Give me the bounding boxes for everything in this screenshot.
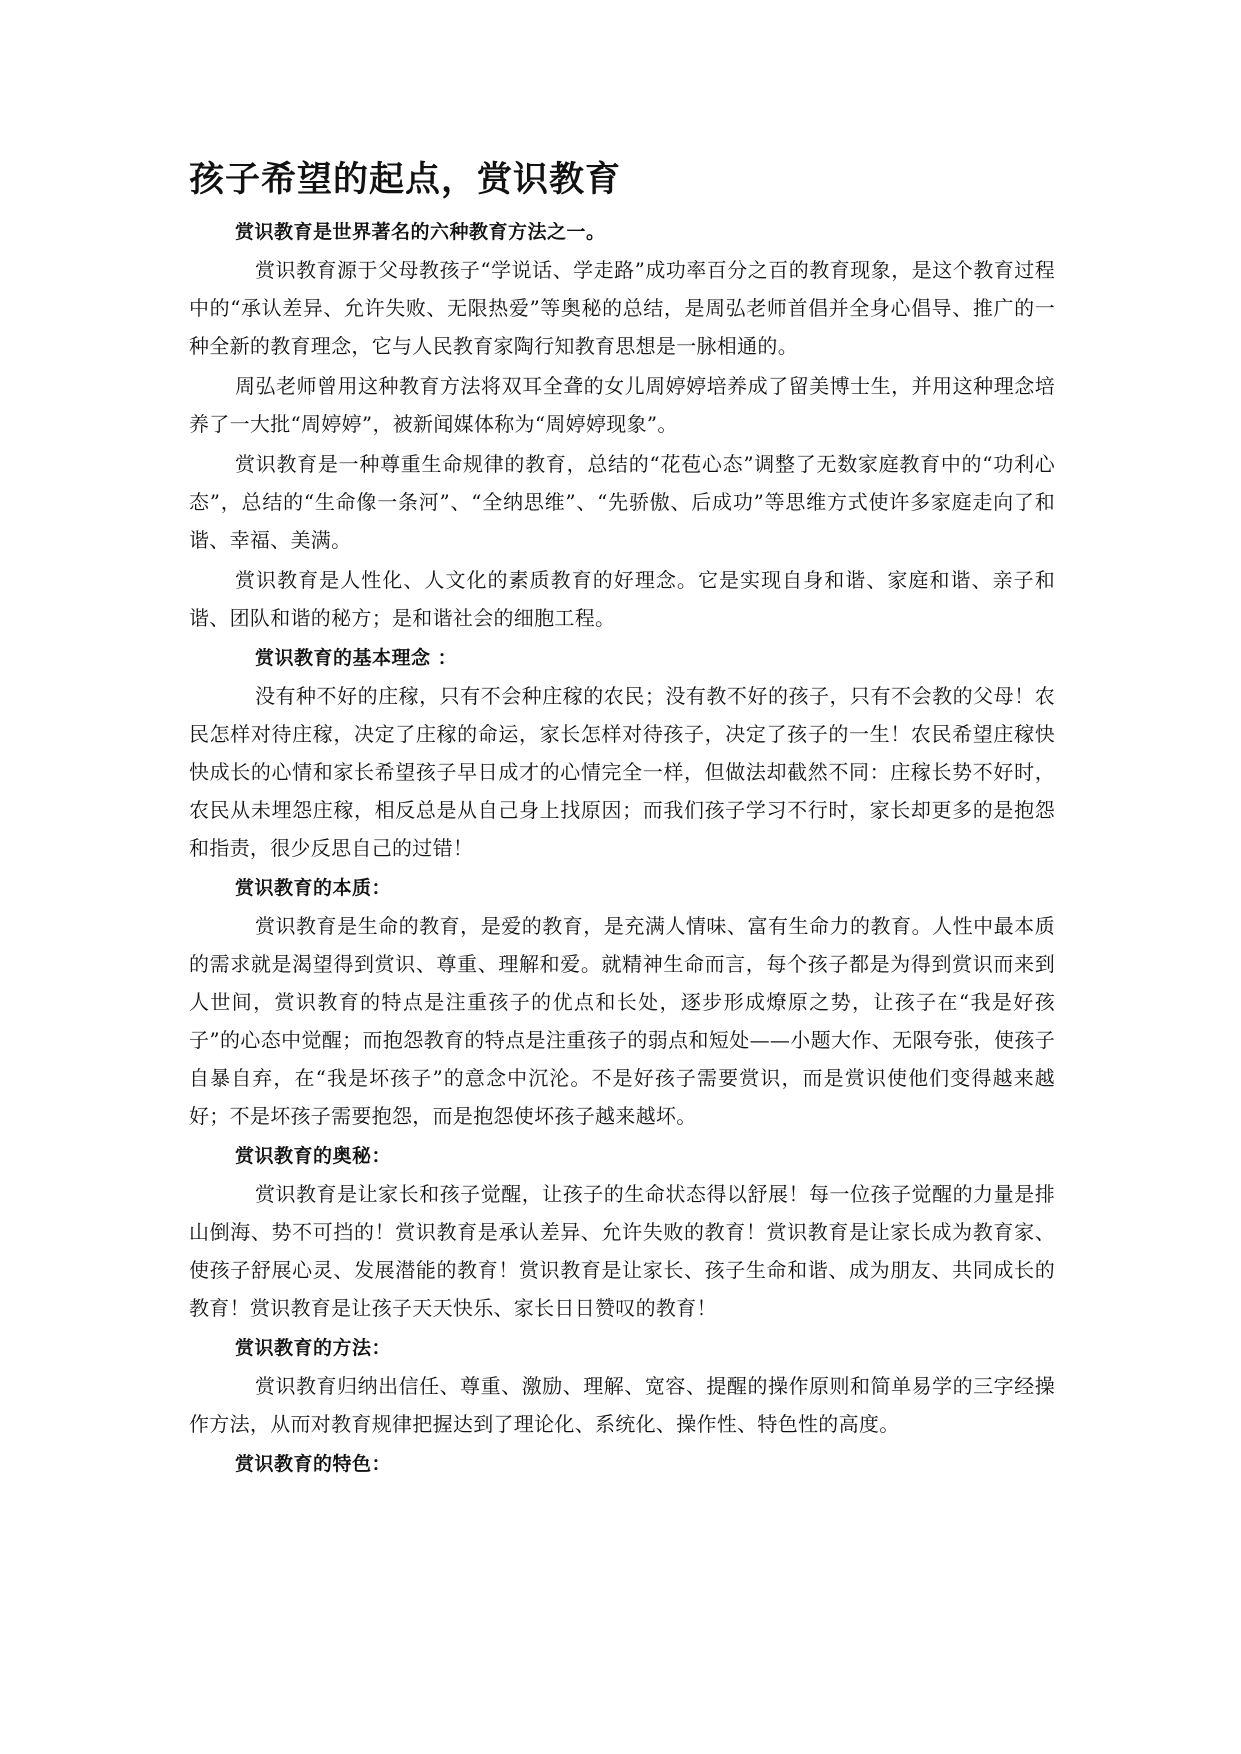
intro-heading: 赏识教育是世界著名的六种教育方法之一。	[235, 221, 606, 243]
section-heading-essence: 赏识教育的本质：	[235, 877, 392, 899]
section-body-method: 赏识教育归纳出信任、尊重、激励、理解、宽容、提醒的操作原则和简单易学的三字经操作方法，从而对教育规律把握达到了理论化、系统化、操作性、特色性的高度。	[189, 1374, 1055, 1436]
section-body-essence: 赏识教育是生命的教育，是爱的教育，是充满人情味、富有生命力的教育。人性中最本质的需求就是渴望得到赏识、尊重、理解和爱。就精神生命而言，每个孩子都是为得到赏识而来到人世间，赏识教育的特点是注重孩子的优点和长处，逐步形成燎原之势，让孩子在“我是好孩子”的心态中觉醒；而抱怨教育的特点是注重孩子的弱点和短处——小题大作、无限夸张，使孩子自暴自弃，在“我是坏孩子”的意念中沉沦。不是好孩子需要赏识，而是赏识使他们变得越来越好；不是坏孩子需要抱怨，而是抱怨使坏孩子越来越坏。	[189, 914, 1055, 1128]
document-title: 孩子希望的起点，赏识教育	[189, 160, 622, 200]
intro-paragraph-4: 赏识教育是人性化、人文化的素质教育的好理念。它是实现自身和谐、家庭和谐、亲子和谐、团队和谐的秘方；是和谐社会的细胞工程。	[189, 568, 1055, 630]
section-heading-method: 赏识教育的方法：	[235, 1337, 392, 1359]
intro-paragraph-1: 赏识教育源于父母教孩子“学说话、学走路”成功率百分之百的教育现象，是这个教育过程中的“承认差异、允许失败、无限热爱”等奥秘的总结，是周弘老师首倡并全身心倡导、推广的一种全新的教育理念，它与人民教育家陶行知教育思想是一脉相通的。	[189, 258, 1055, 358]
document-page	[189, 155, 1055, 1483]
intro-paragraph-2: 周弘老师曾用这种教育方法将双耳全聋的女儿周婷婷培养成了留美博士生，并用这种理念培养了一大批“周婷婷”，被新闻媒体称为“周婷婷现象”。	[189, 374, 1055, 436]
section-body-basic-concept: 没有种不好的庄稼，只有不会种庄稼的农民；没有教不好的孩子，只有不会教的父母！农民怎样对待庄稼，决定了庄稼的命运，家长怎样对待孩子，决定了孩子的一生！农民希望庄稼快快成长的心情和家长希望孩子早日成才的心情完全一样，但做法却截然不同：庄稼长势不好时，农民从未埋怨庄稼，相反总是从自己身上找原因；而我们孩子学习不行时，家长却更多的是抱怨和指责，很少反思自己的过错！	[189, 684, 1055, 860]
intro-paragraph-3: 赏识教育是一种尊重生命规律的教育，总结的“花苞心态”调整了无数家庭教育中的“功利心态”，总结的“生命像一条河”、“全纳思维”、“先骄傲、后成功”等思维方式使许多家庭走向了和谐、幸福、美满。	[189, 452, 1055, 552]
section-heading-secret: 赏识教育的奥秘：	[235, 1145, 392, 1167]
section-body-secret: 赏识教育是让家长和孩子觉醒，让孩子的生命状态得以舒展！每一位孩子觉醒的力量是排山倒海、势不可挡的！赏识教育是承认差异、允许失败的教育！赏识教育是让家长成为教育家、使孩子舒展心灵、发展潜能的教育！赏识教育是让家长、孩子生命和谐、成为朋友、共同成长的教育！赏识教育是让孩子天天快乐、家长日日赞叹的教育！	[189, 1182, 1055, 1320]
section-heading-features: 赏识教育的特色：	[235, 1453, 392, 1475]
section-heading-basic-concept: 赏识教育的基本理念 ：	[255, 647, 458, 669]
